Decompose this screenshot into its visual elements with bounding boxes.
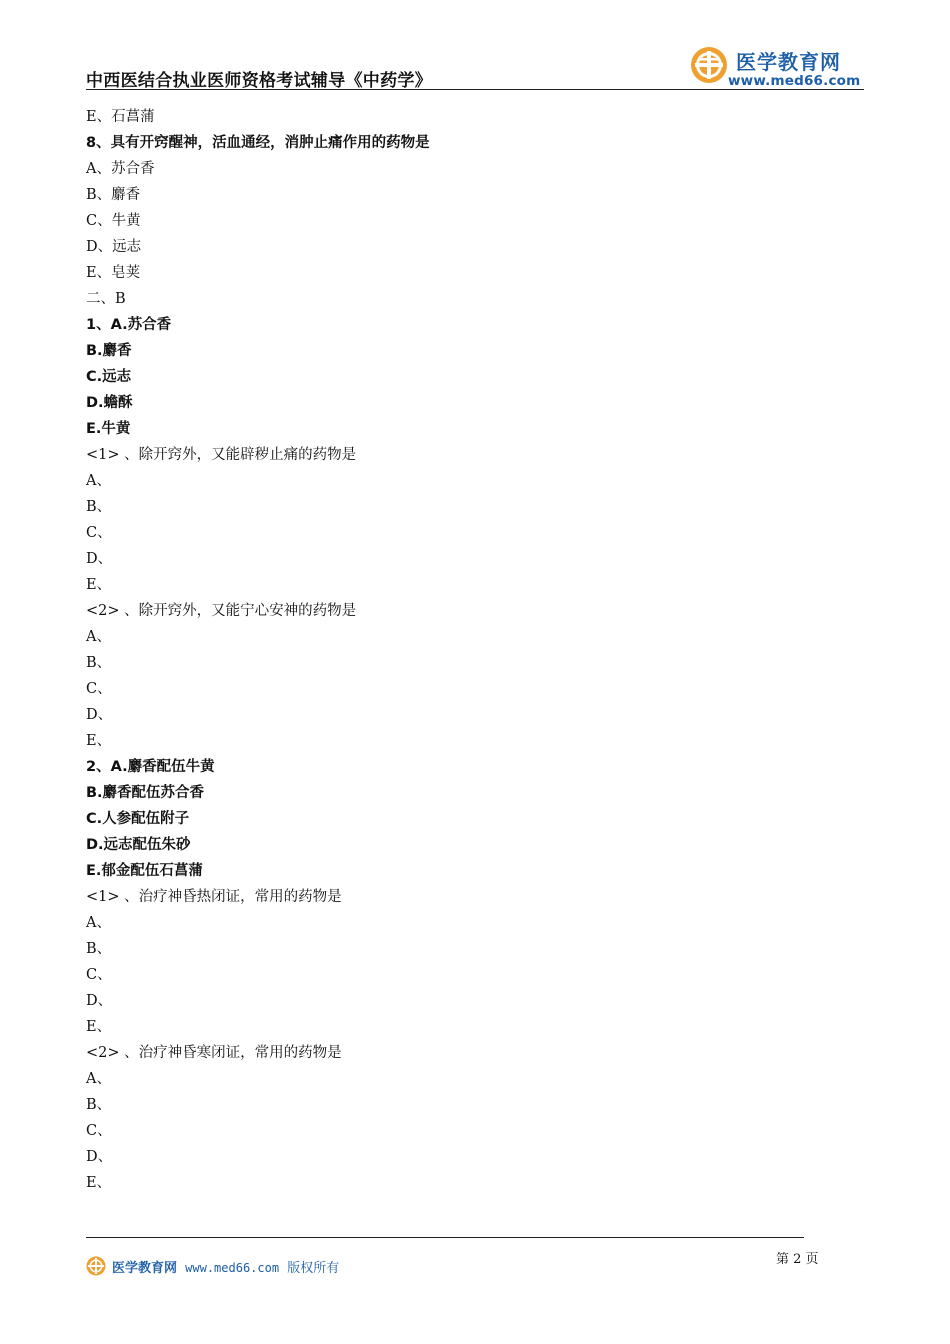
text-line: B、 xyxy=(86,941,112,957)
question-text-line: 1、A.苏合香 xyxy=(86,317,172,333)
text-line: E、 xyxy=(86,577,112,593)
question-text-line: D.蟾酥 xyxy=(86,395,133,411)
text-line: A、 xyxy=(86,1071,111,1087)
question-text-line: E.牛黄 xyxy=(86,421,131,437)
text-line: C、 xyxy=(86,1123,112,1139)
footer-rights: 版权所有 xyxy=(287,1261,340,1276)
text-line: E、皂荚 xyxy=(86,265,141,281)
text-line: C、 xyxy=(86,967,112,983)
text-line: B、 xyxy=(86,655,112,671)
footer-copyright xyxy=(112,1257,339,1276)
question-text-line: B.麝香配伍苏合香 xyxy=(86,785,205,801)
question-text-line: D.远志配伍朱砂 xyxy=(86,837,191,853)
text-line: C、 xyxy=(86,681,112,697)
question-text-line: C.远志 xyxy=(86,369,132,385)
text-line: A、 xyxy=(86,629,111,645)
text-line: C、 xyxy=(86,525,112,541)
logo-site-name: 医学教育网 xyxy=(736,50,841,74)
text-line: E、 xyxy=(86,1019,112,1035)
text-line: E、 xyxy=(86,733,112,749)
text-line: B、 xyxy=(86,1097,112,1113)
text-line: <2> 、治疗神昏寒闭证，常用的药物是 xyxy=(86,1045,342,1061)
med66-logo-icon xyxy=(690,46,728,84)
site-logo xyxy=(690,44,870,90)
text-line: D、 xyxy=(86,707,113,723)
footer-site-name: 医学教育网 xyxy=(112,1261,178,1276)
question-text-line: B.麝香 xyxy=(86,343,132,359)
footer-site-url: www.med66.com xyxy=(185,1261,280,1275)
text-line: A、苏合香 xyxy=(86,161,155,177)
text-line: <2> 、除开窍外，又能宁心安神的药物是 xyxy=(86,603,357,619)
text-line: <1> 、治疗神昏热闭证，常用的药物是 xyxy=(86,889,342,905)
text-line: D、远志 xyxy=(86,239,142,255)
text-line: D、 xyxy=(86,551,113,567)
text-line: D、 xyxy=(86,993,113,1009)
text-line: B、麝香 xyxy=(86,187,141,203)
text-line: C、牛黄 xyxy=(86,213,141,229)
document-header-title: 中西医结合执业医师资格考试辅导《中药学》 xyxy=(86,71,432,91)
footer-logo-icon xyxy=(86,1256,106,1276)
text-line: D、 xyxy=(86,1149,113,1165)
question-text-line: 8、具有开窍醒神，活血通经，消肿止痛作用的药物是 xyxy=(86,135,430,151)
text-line: A、 xyxy=(86,915,111,931)
document-body xyxy=(86,104,846,1196)
text-line: B、 xyxy=(86,499,112,515)
text-line: A、 xyxy=(86,473,111,489)
text-line: <1> 、除开窍外，又能辟秽止痛的药物是 xyxy=(86,447,357,463)
footer-divider xyxy=(86,1237,804,1238)
question-text-line: C.人参配伍附子 xyxy=(86,811,190,827)
text-line: 二、B xyxy=(86,291,126,307)
logo-site-url: www.med66.com xyxy=(728,73,861,89)
question-text-line: 2、A.麝香配伍牛黄 xyxy=(86,759,215,775)
text-line: E、石菖蒲 xyxy=(86,109,155,125)
question-text-line: E.郁金配伍石菖蒲 xyxy=(86,863,203,879)
page-number: 第 2 页 xyxy=(776,1252,819,1267)
text-line: E、 xyxy=(86,1175,112,1191)
